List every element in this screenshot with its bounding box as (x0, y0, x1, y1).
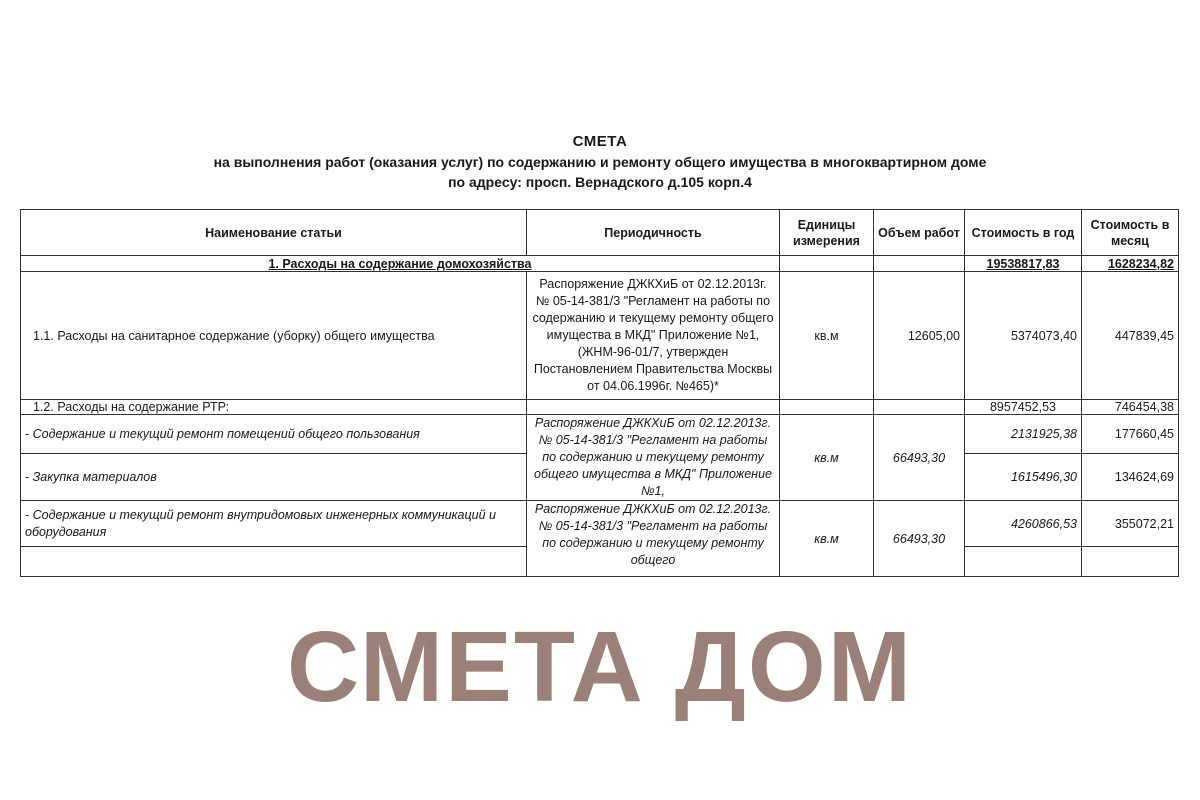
row-1-1-cost-year: 5374073,40 (965, 272, 1082, 400)
group-b-unit: кв.м (780, 501, 874, 577)
table-row (21, 501, 1179, 547)
table-row (21, 415, 1179, 454)
group-a-item-1-cost-year: 2131925,38 (965, 415, 1082, 454)
section-1-row (21, 256, 1179, 272)
estimate-sheet (20, 209, 1180, 567)
table-row (21, 400, 1179, 415)
section-1-cost-year: 19538817,83 (965, 256, 1082, 272)
group-b-volume: 66493,30 (874, 501, 965, 577)
group-a-periodicity: Распоряжение ДЖКХиБ от 02.12.2013г. № 05-14-381/3 "Регламент на работы по содержанию и текущему ремонту общего имущества в МКД" Приложение №1, (527, 415, 780, 501)
group-a-item-2-cost-year: 1615496,30 (965, 453, 1082, 500)
table-row (21, 272, 1179, 400)
section-1-cost-month: 1628234,82 (1082, 256, 1179, 272)
group-a-item-1-name: - Содержание и текущий ремонт помещений общего пользования (21, 415, 527, 454)
header-volume: Объем работ (874, 210, 965, 256)
row-1-1-name: 1.1. Расходы на санитарное содержание (уборку) общего имущества (21, 272, 527, 400)
group-a-item-2-name: - Закупка материалов (21, 453, 527, 500)
header-name: Наименование статьи (21, 210, 527, 256)
row-1-2-name: 1.2. Расходы на содержание РТР: (21, 400, 527, 415)
document-title: СМЕТА (572, 133, 628, 150)
group-b-item-1-cost-month: 355072,21 (1082, 501, 1179, 547)
header-periodicity: Периодичность (527, 210, 780, 256)
group-b-item-1-cost-year: 4260866,53 (965, 501, 1082, 547)
row-1-1-periodicity: Распоряжение ДЖКХиБ от 02.12.2013г. № 05-14-381/3 "Регламент на работы по содержанию и текущему ремонту общего имущества в МКД" Приложение №1, (ЖНМ-96-01/7, утвержден Постановлением Правительства Москвы от 04.06.1996г. №465)* (527, 272, 780, 400)
watermark-caption: СМЕТА ДОМ (286, 611, 913, 723)
header-units: Единицы измерения (780, 210, 874, 256)
header-cost-year: Стоимость в год (965, 210, 1082, 256)
group-b-periodicity: Распоряжение ДЖКХиБ от 02.12.2013г. № 05-14-381/3 "Регламент на работы по содержанию и текущему ремонту общего (527, 501, 780, 577)
row-1-1-volume: 12605,00 (874, 272, 965, 400)
section-1-label: 1. Расходы на содержание домохозяйства (21, 256, 780, 272)
group-a-volume: 66493,30 (874, 415, 965, 501)
document-subtitle-line2: по адресу: просп. Вернадского д.105 корп.4 (448, 174, 752, 190)
header-cost-month: Стоимость в месяц (1082, 210, 1179, 256)
group-a-item-2-cost-month: 134624,69 (1082, 453, 1179, 500)
row-1-1-unit: кв.м (780, 272, 874, 400)
estimate-table (20, 209, 1179, 577)
table-header-row (21, 210, 1179, 256)
group-b-item-1-name: - Содержание и текущий ремонт внутридомовых инженерных коммуникаций и оборудования (21, 501, 527, 547)
row-1-1-cost-month: 447839,45 (1082, 272, 1179, 400)
row-1-2-cost-month: 746454,38 (1082, 400, 1179, 415)
document-subtitle-line1: на выполнения работ (оказания услуг) по содержанию и ремонту общего имущества в многоквартирном доме (213, 154, 987, 170)
group-a-unit: кв.м (780, 415, 874, 501)
group-a-item-1-cost-month: 177660,45 (1082, 415, 1179, 454)
row-1-2-cost-year: 8957452,53 (965, 400, 1082, 415)
document-header (0, 132, 1200, 192)
